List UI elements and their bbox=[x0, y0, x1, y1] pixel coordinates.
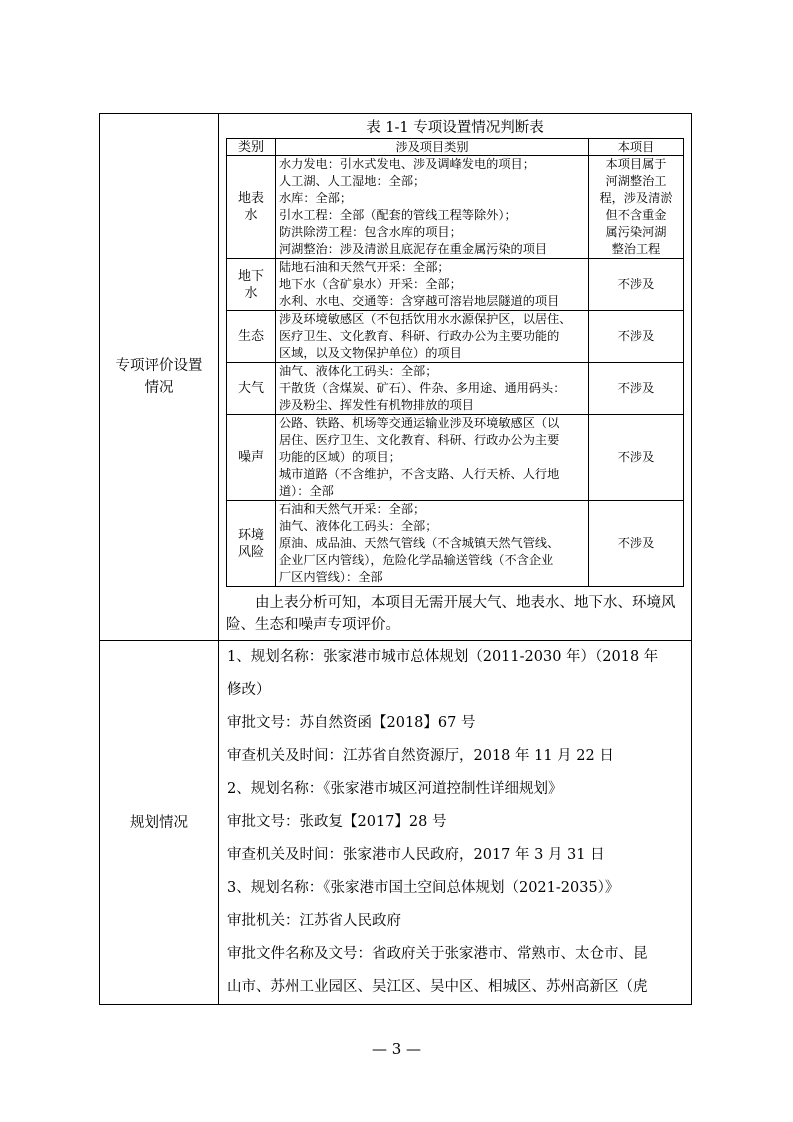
result-text: 不涉及 bbox=[617, 450, 655, 464]
row-result bbox=[589, 156, 684, 259]
header-category: 类别 bbox=[227, 139, 276, 156]
result-text: 程，涉及清淤 bbox=[599, 191, 673, 205]
item-line: 企业厂区内管线），危险化学品输送管线（不含企业 bbox=[279, 553, 554, 567]
planning-lines bbox=[219, 641, 691, 1004]
row-category bbox=[227, 156, 276, 259]
item-line: 防洪除涝工程：包含水库的项目； bbox=[279, 225, 462, 239]
result-text: 河湖整治工 bbox=[605, 174, 667, 188]
item-line: 油气、液体化工码头：全部； bbox=[279, 364, 438, 378]
planning-line: 审批文件名称及文号：省政府关于张家港市、常熟市、太仓市、昆 bbox=[227, 946, 648, 962]
category-text: 生态 bbox=[237, 329, 264, 344]
row-items bbox=[276, 501, 589, 587]
result-text: 不涉及 bbox=[617, 329, 655, 343]
item-line: 干散货（含煤炭、矿石）、件杂、多用途、通用码头： bbox=[279, 381, 566, 395]
result-text: 本项目属于 bbox=[605, 157, 667, 171]
row-result bbox=[589, 311, 684, 363]
row-category bbox=[227, 259, 276, 311]
label-line: 情况 bbox=[144, 380, 174, 396]
category-text: 噪声 bbox=[237, 450, 264, 465]
category-text: 大气 bbox=[237, 381, 264, 396]
row-items bbox=[276, 311, 589, 363]
header-items: 涉及项目类别 bbox=[276, 139, 589, 156]
planning-line: 审批机关：江苏省人民政府 bbox=[227, 913, 401, 929]
planning-line: 审查机关及时间：江苏省自然资源厅，2018 年 11 月 22 日 bbox=[227, 748, 614, 764]
planning-line: 1、规划名称：张家港市城市总体规划（2011-2030 年）（2018 年 bbox=[227, 649, 659, 665]
row-items bbox=[276, 363, 589, 415]
table-row bbox=[227, 363, 684, 415]
page-number: — 3 — bbox=[371, 1040, 422, 1058]
item-line: 城市道路（不含维护，不含支路、人行天桥、人行地 bbox=[279, 467, 560, 481]
result-text: 整治工程 bbox=[611, 242, 661, 256]
result-text: 不涉及 bbox=[617, 536, 655, 550]
planning-line: 审批文号：张政复【2017】28 号 bbox=[227, 814, 447, 830]
label-line: 专项评价设置 bbox=[115, 358, 203, 374]
table-header-row bbox=[227, 139, 684, 156]
item-line: 厂区内管线）：全部 bbox=[279, 570, 383, 584]
item-line: 原油、成品油、天然气管线（不含城镇天然气管线、 bbox=[279, 536, 560, 550]
item-line: 地下水（含矿泉水）开采：全部； bbox=[279, 277, 462, 291]
table-row bbox=[227, 501, 684, 587]
row-category bbox=[227, 363, 276, 415]
planning-content bbox=[219, 641, 692, 1005]
item-line: 水利、水电、交通等：含穿越可溶岩地层隧道的项目 bbox=[279, 294, 560, 308]
row-result bbox=[589, 415, 684, 501]
planning-line: 2、规划名称：《张家港市城区河道控制性详细规划》 bbox=[227, 781, 563, 797]
planning-line: 山市、苏州工业园区、吴江区、吴中区、相城区、苏州高新区（虎 bbox=[227, 979, 648, 995]
main-form-table bbox=[99, 113, 692, 1005]
planning-label: 规划情况 bbox=[100, 641, 219, 1005]
judgement-table bbox=[226, 138, 684, 587]
row-category bbox=[227, 415, 276, 501]
table-row bbox=[227, 415, 684, 501]
category-text: 水 bbox=[244, 208, 258, 223]
item-line: 水力发电：引水式发电、涉及调峰发电的项目； bbox=[279, 157, 535, 171]
category-text: 地表 bbox=[237, 191, 264, 206]
result-text: 属污染河湖 bbox=[605, 225, 667, 239]
table-row bbox=[227, 259, 684, 311]
conclusion-text: 由上表分析可知，本项目无需开展大气、地表水、地下水、环境风险、生态和噪声专项评价。 bbox=[226, 595, 676, 633]
planning-line: 3、规划名称：《张家港市国土空间总体规划（2021-2035）》 bbox=[227, 880, 620, 896]
result-text: 但不含重金 bbox=[605, 208, 667, 222]
special-evaluation-row bbox=[100, 114, 692, 641]
category-text: 地下 bbox=[237, 268, 264, 284]
header-result: 本项目 bbox=[589, 139, 684, 156]
item-line: 油气、液体化工码头：全部； bbox=[279, 519, 438, 533]
category-text: 水 bbox=[244, 285, 258, 301]
item-line: 居住、医疗卫生、文化教育、科研、行政办公为主要 bbox=[279, 433, 560, 447]
item-line: 涉及环境敏感区（不包括饮用水水源保护区，以居住、 bbox=[279, 312, 572, 326]
row-items bbox=[276, 156, 589, 259]
row-category bbox=[227, 501, 276, 587]
result-text: 不涉及 bbox=[617, 381, 655, 395]
item-line: 水库：全部； bbox=[279, 191, 353, 205]
special-evaluation-label bbox=[100, 114, 219, 641]
table-row bbox=[227, 311, 684, 363]
row-result bbox=[589, 501, 684, 587]
item-line: 石油和天然气开采：全部； bbox=[279, 502, 426, 516]
category-text: 风险 bbox=[237, 544, 264, 560]
item-line: 涉及粉尘、挥发性有机物排放的项目 bbox=[279, 398, 474, 412]
row-items bbox=[276, 259, 589, 311]
row-items bbox=[276, 415, 589, 501]
item-line: 人工湖、人工湿地：全部； bbox=[279, 174, 426, 188]
item-line: 河湖整治：涉及清淤且底泥存在重金属污染的项目 bbox=[279, 242, 548, 256]
item-line: 公路、铁路、机场等交通运输业涉及环境敏感区（以 bbox=[279, 416, 560, 430]
table-row bbox=[227, 156, 684, 259]
special-evaluation-content bbox=[219, 114, 692, 641]
item-line: 引水工程：全部（配套的管线工程等除外）； bbox=[279, 208, 517, 222]
table-title: 表 1-1 专项设置情况判断表 bbox=[366, 120, 544, 136]
item-line: 功能的区域）的项目； bbox=[279, 450, 401, 464]
planning-row bbox=[100, 641, 692, 1005]
item-line: 道）：全部 bbox=[279, 484, 334, 498]
category-text: 环境 bbox=[237, 527, 264, 543]
row-result bbox=[589, 363, 684, 415]
item-line: 区域，以及文物保护单位）的项目 bbox=[279, 346, 462, 360]
item-line: 医疗卫生、文化教育、科研、行政办公为主要功能的 bbox=[279, 329, 560, 343]
result-text: 不涉及 bbox=[617, 277, 655, 291]
planning-line: 修改） bbox=[227, 682, 271, 698]
planning-line: 审批文号：苏自然资函【2018】67 号 bbox=[227, 715, 476, 731]
row-category bbox=[227, 311, 276, 363]
planning-line: 审查机关及时间：张家港市人民政府，2017 年 3 月 31 日 bbox=[227, 847, 605, 863]
item-line: 陆地石油和天然气开采：全部； bbox=[279, 260, 450, 274]
row-result bbox=[589, 259, 684, 311]
